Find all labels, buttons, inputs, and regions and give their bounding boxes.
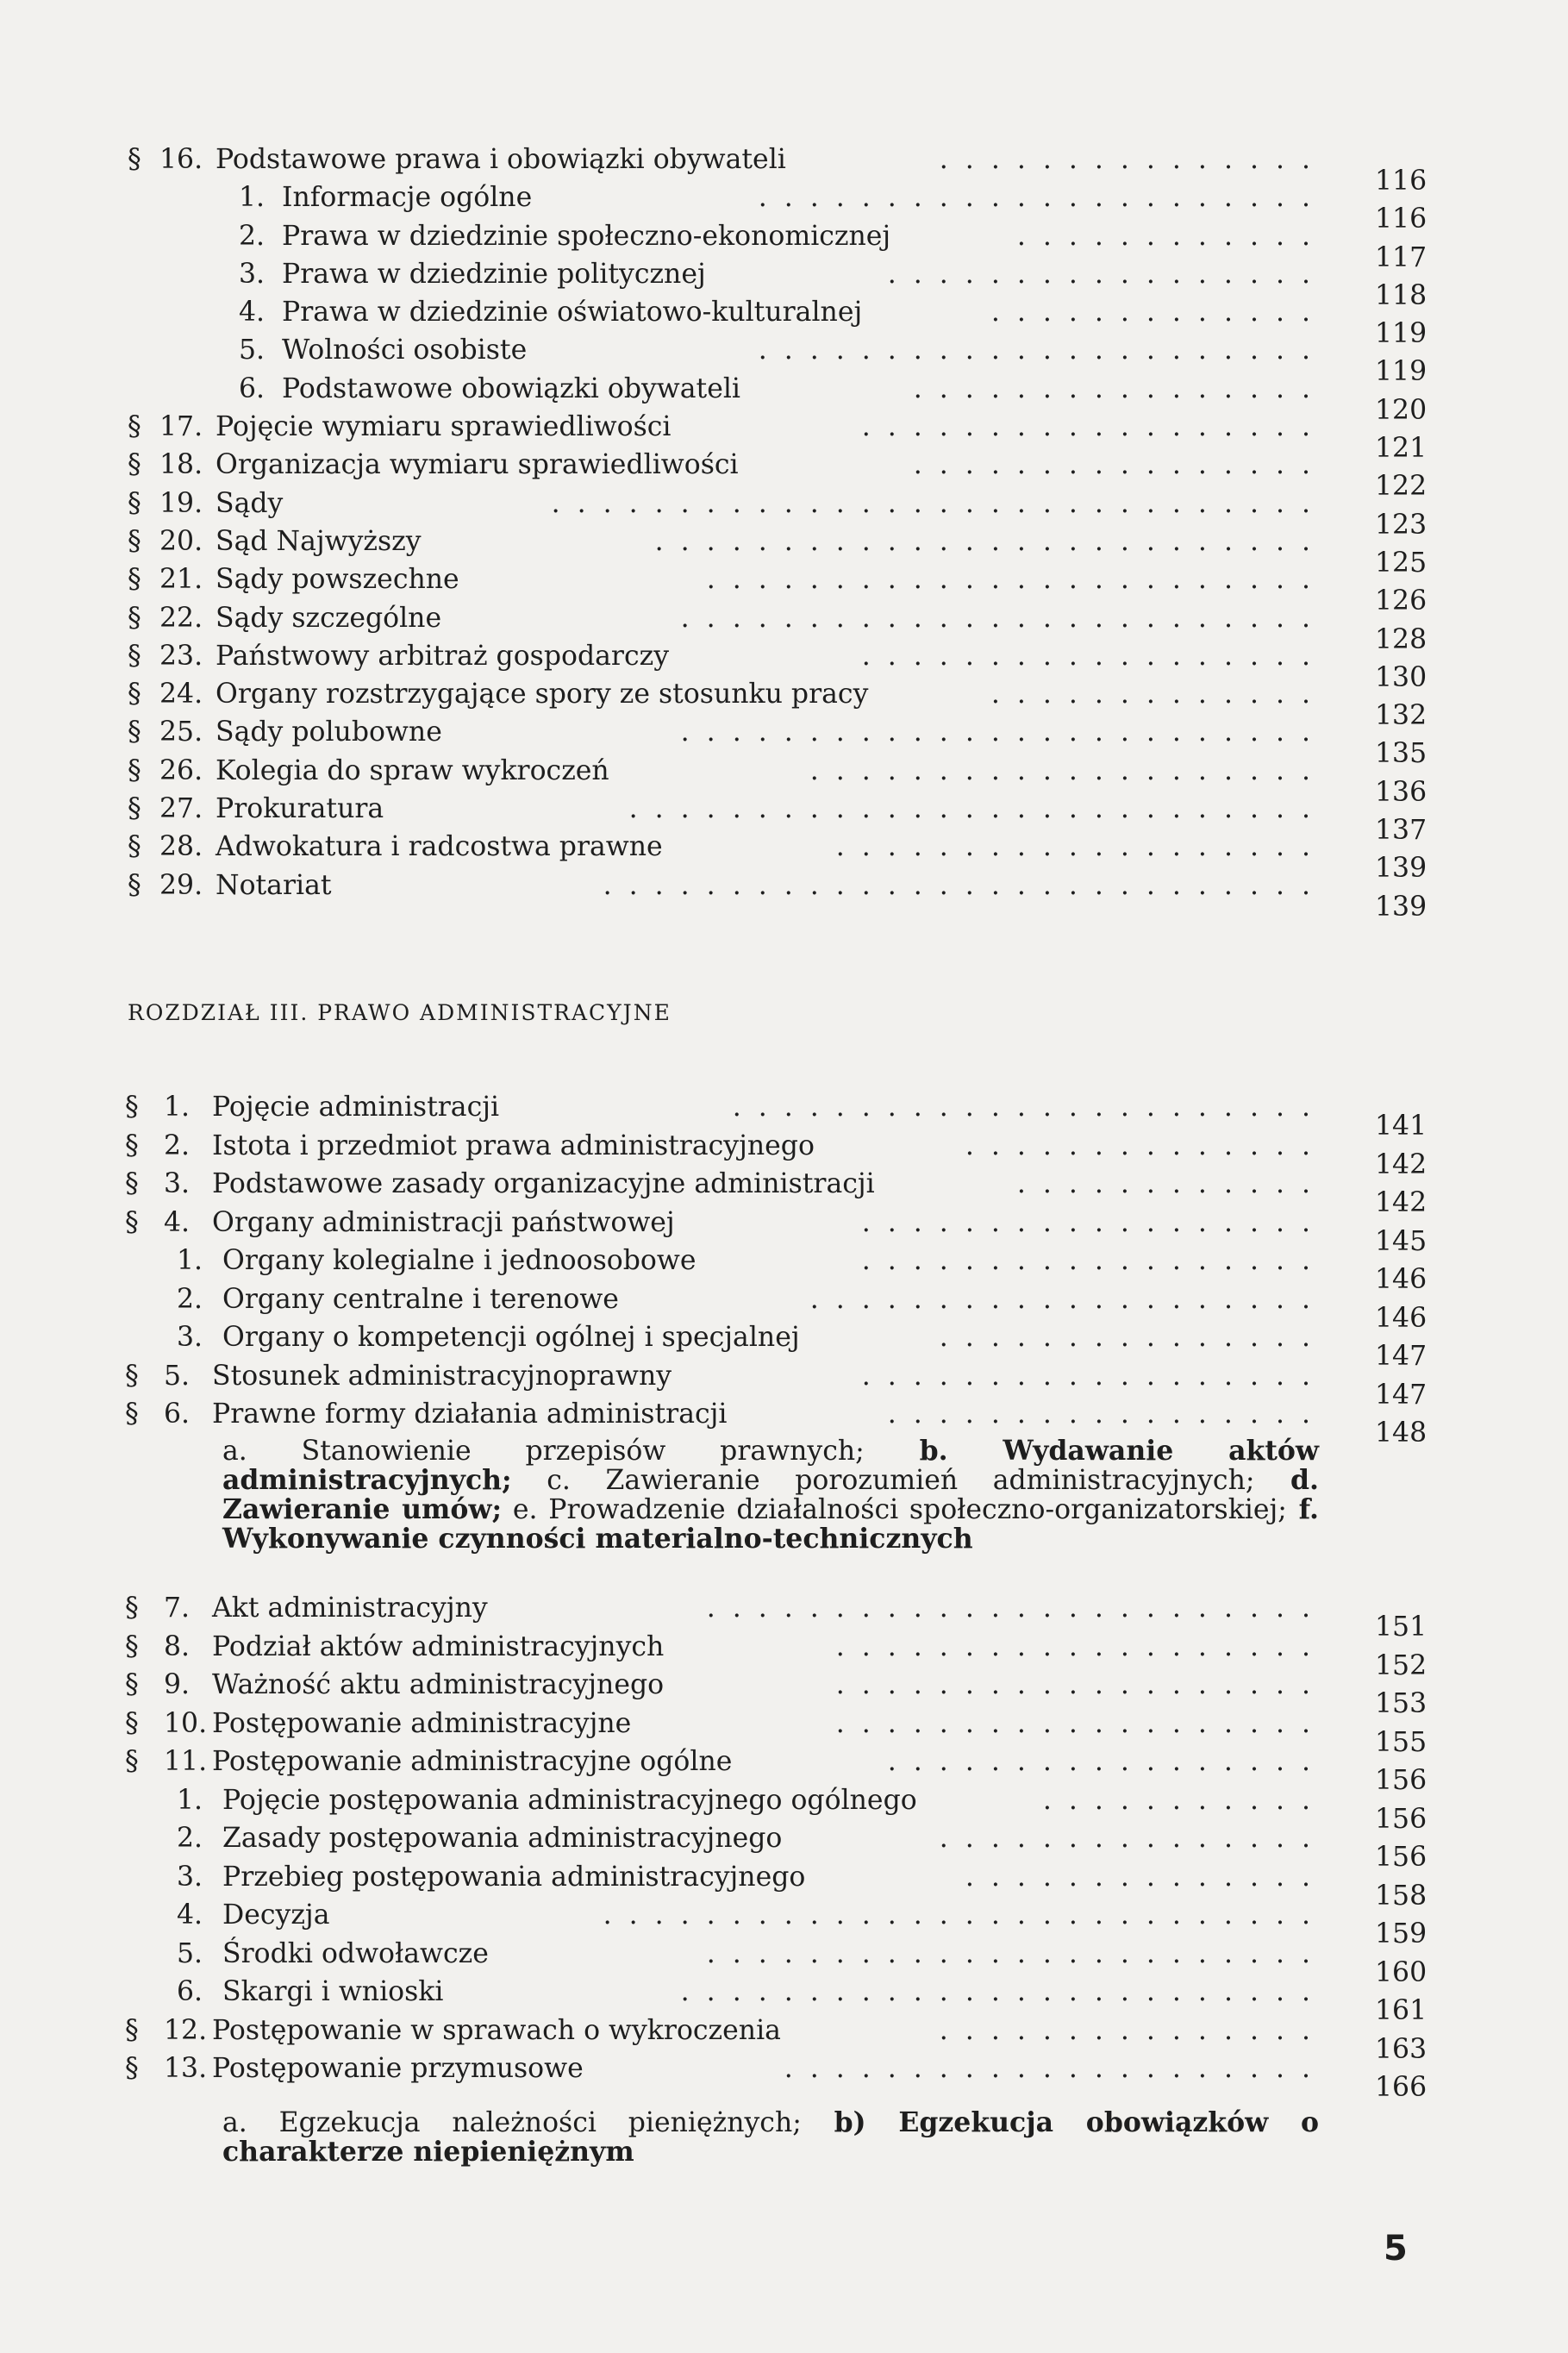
leader-dots: ....................: [809, 1283, 1327, 1315]
entry-page: 116: [1375, 166, 1427, 197]
entry-page: 142: [1375, 1187, 1427, 1218]
toc-entry: [0, 1165, 1568, 1218]
entry-number: 27.: [159, 793, 203, 825]
entry-page: 135: [1375, 738, 1427, 770]
entry-number: 12.: [164, 2014, 208, 2046]
entry-page: 125: [1375, 547, 1427, 579]
toc-chapter3-part1: [0, 1088, 1568, 1449]
entry-number: 5.: [177, 1937, 203, 1969]
entry-page: 121: [1375, 433, 1427, 465]
section-symbol: §: [128, 869, 141, 901]
entry-title: Postępowanie w sprawach o wykroczenia: [212, 2014, 781, 2046]
para-13-item-a: a. Egzekucja należności pieniężnych;: [222, 2107, 802, 2138]
toc-entry: [0, 217, 1568, 273]
entry-title: Skargi i wnioski: [222, 1976, 444, 2007]
leader-dots: ..............................: [551, 487, 1327, 519]
para-13-item-b: b) Egzekucja obowiązków o charakterze niepieniężnym: [222, 2106, 1319, 2168]
entry-number: 20.: [159, 525, 203, 557]
entry-number: 29.: [159, 869, 203, 901]
toc-entry: [0, 1743, 1568, 1796]
entry-page: 141: [1375, 1111, 1427, 1142]
entry-number: 7.: [164, 1593, 191, 1624]
entry-title: Adwokatura i radcostwa prawne: [216, 831, 663, 863]
entry-title: Organizacja wymiaru sprawiedliwości: [216, 449, 739, 481]
section-symbol: §: [128, 525, 141, 557]
leader-dots: ..................: [861, 640, 1327, 672]
entry-number: 6.: [177, 1976, 203, 2007]
page-number: 5: [1384, 2229, 1408, 2269]
entry-page: 159: [1375, 1918, 1427, 1949]
leader-dots: ......................: [758, 182, 1327, 214]
entry-page: 123: [1375, 509, 1427, 541]
leader-dots: ............: [1016, 1168, 1327, 1199]
entry-page: 122: [1375, 471, 1427, 503]
entry-number: 5.: [239, 335, 265, 366]
entry-title: Podstawowe obowiązki obywateli: [282, 372, 740, 404]
para-6-item-a: a. Stanowienie przepisów prawnych;: [222, 1436, 865, 1467]
toc-entry: [0, 1204, 1568, 1257]
entry-number: 24.: [159, 679, 203, 710]
section-symbol: §: [128, 754, 141, 786]
toc-entry: [0, 1589, 1568, 1643]
entry-title: Istota i przedmiot prawa administracyjnego: [212, 1130, 815, 1161]
section-symbol: §: [125, 2014, 139, 2046]
entry-number: 4.: [177, 1899, 203, 1931]
entry-number: 19.: [159, 487, 203, 519]
toc-entry: [0, 1896, 1568, 1949]
entry-page: 128: [1375, 623, 1427, 655]
toc-entry: [0, 599, 1568, 655]
entry-title: Informacje ogólne: [282, 182, 533, 214]
toc-entry: [0, 1127, 1568, 1180]
entry-number: 6.: [239, 372, 265, 404]
leader-dots: ...................: [835, 1630, 1327, 1662]
section-symbol: §: [128, 411, 141, 443]
toc-entry: [0, 1973, 1568, 2026]
entry-number: 9.: [164, 1669, 191, 1700]
entry-page: 152: [1375, 1649, 1427, 1681]
entry-title: Prawa w dziedzinie politycznej: [282, 258, 706, 290]
section-symbol: §: [128, 602, 141, 634]
entry-title: Organy centralne i terenowe: [222, 1283, 619, 1315]
leader-dots: ...................: [835, 1669, 1327, 1700]
toc-entry: [0, 1628, 1568, 1681]
toc-entry: [0, 637, 1568, 693]
entry-title: Podstawowe zasady organizacyjne administracji: [212, 1168, 875, 1199]
entry-number: 26.: [159, 754, 203, 786]
toc-entry: [0, 1858, 1568, 1912]
entry-title: Pojęcie wymiaru sprawiedliwości: [216, 411, 672, 443]
entry-page: 166: [1375, 2072, 1427, 2103]
leader-dots: ...................: [835, 831, 1327, 863]
toc-entry: [0, 1781, 1568, 1835]
entry-number: 8.: [164, 1630, 191, 1662]
entry-title: Sądy szczególne: [216, 602, 442, 634]
toc-entry: [0, 523, 1568, 579]
entry-title: Stosunek administracyjnoprawny: [212, 1360, 672, 1392]
section-symbol: §: [125, 1669, 139, 1700]
leader-dots: .................: [887, 258, 1327, 290]
entry-title: Akt administracyjny: [212, 1593, 488, 1624]
leader-dots: ...............: [939, 1823, 1327, 1854]
toc-entry: [0, 1318, 1568, 1372]
leader-dots: .........................: [680, 717, 1327, 748]
entry-title: Państwowy arbitraż gospodarczy: [216, 640, 670, 672]
para-6-item-f: f. Wykonywanie czynności materialno-technicznych: [222, 1493, 1319, 1555]
entry-number: 11.: [164, 1746, 208, 1777]
toc-entry: [0, 1705, 1568, 1758]
entry-title: Podstawowe prawa i obowiązki obywateli: [216, 144, 786, 175]
entry-title: Decyzja: [222, 1899, 330, 1931]
entry-page: 156: [1375, 1765, 1427, 1796]
leader-dots: ..................: [861, 411, 1327, 443]
leader-dots: ..............: [965, 1861, 1327, 1893]
entry-page: 119: [1375, 356, 1427, 388]
leader-dots: ........................: [706, 564, 1327, 596]
entry-number: 22.: [159, 602, 203, 634]
entry-page: 130: [1375, 661, 1427, 693]
toc-entry: [0, 2012, 1568, 2065]
entry-page: 156: [1375, 1842, 1427, 1873]
entry-title: Sąd Najwyższy: [216, 525, 422, 557]
para-6-item-e: e. Prowadzenie działalności społeczno-organizatorskiej;: [502, 1494, 1287, 1525]
section-symbol: §: [125, 1593, 139, 1624]
leader-dots: ...............: [939, 144, 1327, 175]
entry-number: 17.: [159, 411, 203, 443]
entry-page: 160: [1375, 1956, 1427, 1988]
entry-page: 156: [1375, 1803, 1427, 1835]
entry-title: Postępowanie przymusowe: [212, 2053, 584, 2084]
entry-number: 3.: [239, 258, 265, 290]
entry-page: 132: [1375, 700, 1427, 732]
toc-entry: [0, 1357, 1568, 1411]
entry-page: 158: [1375, 1880, 1427, 1912]
entry-page: 117: [1375, 241, 1427, 273]
toc-entry: [0, 675, 1568, 732]
section-symbol: §: [125, 1746, 139, 1777]
leader-dots: ............................: [603, 1899, 1327, 1931]
entry-number: 2.: [177, 1823, 203, 1854]
section-symbol: §: [128, 793, 141, 825]
toc-entry: [0, 1935, 1568, 1988]
section-symbol: §: [128, 717, 141, 748]
entry-page: 151: [1375, 1611, 1427, 1643]
toc-entry: [0, 1088, 1568, 1142]
entry-number: 3.: [177, 1861, 203, 1893]
leader-dots: .....................: [784, 2053, 1327, 2084]
leader-dots: .............: [990, 679, 1327, 710]
chapter3-heading: ROZDZIAŁ III. PRAWO ADMINISTRACYJNE: [128, 1000, 672, 1025]
entry-number: 2.: [164, 1130, 191, 1161]
toc-chapter2-tail: [0, 141, 1568, 923]
entry-number: 23.: [159, 640, 203, 672]
toc-entry: [0, 1666, 1568, 1719]
entry-page: 155: [1375, 1726, 1427, 1758]
leader-dots: ...................: [835, 1707, 1327, 1739]
para-6-item-c: c. Zawieranie porozumień administracyjnych;: [511, 1465, 1255, 1496]
entry-number: 3.: [177, 1322, 203, 1353]
leader-dots: ............................: [603, 869, 1327, 901]
entry-title: Środki odwoławcze: [222, 1937, 489, 1969]
entry-number: 1.: [177, 1245, 203, 1276]
leader-dots: ...............: [939, 2014, 1327, 2046]
entry-title: Zasady postępowania administracyjnego: [222, 1823, 783, 1854]
entry-title: Kolegia do spraw wykroczeń: [216, 754, 609, 786]
entry-page: 118: [1375, 279, 1427, 311]
leader-dots: ............: [1016, 220, 1327, 252]
section-symbol: §: [125, 1130, 139, 1161]
entry-title: Prawa w dziedzinie oświatowo-kulturalnej: [282, 297, 863, 329]
entry-number: 28.: [159, 831, 203, 863]
leader-dots: ................: [913, 449, 1327, 481]
entry-page: 146: [1375, 1302, 1427, 1334]
leader-dots: .................: [887, 1399, 1327, 1430]
toc-entry: [0, 2049, 1568, 2103]
leader-dots: .......................: [732, 1092, 1327, 1123]
section-symbol: §: [128, 564, 141, 596]
entry-page: 126: [1375, 585, 1427, 617]
entry-number: 25.: [159, 717, 203, 748]
entry-title: Ważność aktu administracyjnego: [212, 1669, 665, 1700]
entry-title: Organy administracji państwowej: [212, 1206, 675, 1238]
entry-page: 163: [1375, 2033, 1427, 2065]
entry-title: Postępowanie administracyjne ogólne: [212, 1746, 733, 1777]
entry-page: 139: [1375, 853, 1427, 885]
section-symbol: §: [125, 2053, 139, 2084]
toc-entry: [0, 1819, 1568, 1873]
entry-number: 16.: [159, 144, 203, 175]
entry-title: Notariat: [216, 869, 332, 901]
leader-dots: .........................: [680, 1976, 1327, 2007]
entry-page: 145: [1375, 1225, 1427, 1257]
entry-title: Przebieg postępowania administracyjnego: [222, 1861, 806, 1893]
leader-dots: ................: [913, 372, 1327, 404]
entry-number: 1.: [164, 1092, 191, 1123]
entry-number: 5.: [164, 1360, 191, 1392]
entry-title: Prawa w dziedzinie społeczno-ekonomicznej: [282, 220, 891, 252]
para-6-subitems: [222, 1436, 1319, 1554]
entry-title: Wolności osobiste: [282, 335, 528, 366]
entry-title: Prawne formy działania administracji: [212, 1399, 728, 1430]
leader-dots: ...........: [1042, 1784, 1327, 1816]
entry-title: Pojęcie postępowania administracyjnego ogólnego: [222, 1784, 917, 1816]
entry-number: 1.: [239, 182, 265, 214]
entry-page: 147: [1375, 1379, 1427, 1411]
section-symbol: §: [125, 1168, 139, 1199]
toc-chapter3-part2: [0, 1589, 1568, 2103]
section-symbol: §: [128, 449, 141, 481]
leader-dots: .............: [990, 297, 1327, 329]
entry-number: 2.: [239, 220, 265, 252]
entry-page: 153: [1375, 1688, 1427, 1719]
entry-number: 18.: [159, 449, 203, 481]
section-symbol: §: [125, 1206, 139, 1238]
entry-number: 21.: [159, 564, 203, 596]
toc-entry: [0, 560, 1568, 617]
section-symbol: §: [125, 1707, 139, 1739]
toc-entry: [0, 293, 1568, 350]
entry-page: 146: [1375, 1264, 1427, 1295]
entry-page: 120: [1375, 394, 1427, 426]
leader-dots: ..........................: [654, 525, 1327, 557]
toc-entry: [0, 370, 1568, 426]
entry-number: 6.: [164, 1399, 191, 1430]
entry-page: 119: [1375, 318, 1427, 350]
entry-title: Sądy powszechne: [216, 564, 459, 596]
leader-dots: ..................: [861, 1245, 1327, 1276]
toc-entry: [0, 255, 1568, 311]
section-symbol: §: [125, 1630, 139, 1662]
entry-number: 2.: [177, 1283, 203, 1315]
entry-page: 116: [1375, 203, 1427, 235]
entry-title: Organy rozstrzygające spory ze stosunku pracy: [216, 679, 869, 710]
para-6-item-b: b. Wydawanie aktów administracyjnych;: [222, 1435, 1319, 1496]
entry-page: 136: [1375, 776, 1427, 808]
entry-page: 161: [1375, 1995, 1427, 2026]
leader-dots: ........................: [706, 1593, 1327, 1624]
leader-dots: ..............: [965, 1130, 1327, 1161]
entry-number: 1.: [177, 1784, 203, 1816]
entry-number: 13.: [164, 2053, 208, 2084]
toc-entry: [0, 1280, 1568, 1334]
section-symbol: §: [125, 1092, 139, 1123]
section-symbol: §: [128, 831, 141, 863]
leader-dots: ....................: [809, 754, 1327, 786]
toc-entry: [0, 178, 1568, 235]
toc-entry: [0, 752, 1568, 808]
entry-title: Sądy polubowne: [216, 717, 442, 748]
section-symbol: §: [125, 1399, 139, 1430]
section-symbol: §: [125, 1360, 139, 1392]
entry-number: 4.: [164, 1206, 191, 1238]
leader-dots: ...............: [939, 1322, 1327, 1353]
entry-page: 142: [1375, 1148, 1427, 1180]
leader-dots: ...........................: [628, 793, 1327, 825]
entry-title: Prokuratura: [216, 793, 384, 825]
leader-dots: ......................: [758, 335, 1327, 366]
para-6-item-d: d. Zawieranie umów;: [222, 1464, 1319, 1525]
leader-dots: ........................: [706, 1937, 1327, 1969]
leader-dots: .........................: [680, 602, 1327, 634]
toc-entry: [0, 1395, 1568, 1449]
toc-entry: [0, 1242, 1568, 1295]
section-symbol: §: [128, 640, 141, 672]
toc-entry: [0, 867, 1568, 923]
section-symbol: §: [128, 144, 141, 175]
section-symbol: §: [128, 487, 141, 519]
para-13-subitems: [222, 2108, 1319, 2167]
entry-number: 3.: [164, 1168, 191, 1199]
leader-dots: ..................: [861, 1206, 1327, 1238]
entry-title: Sądy: [216, 487, 284, 519]
toc-entry: [0, 141, 1568, 197]
section-symbol: §: [128, 679, 141, 710]
entry-page: 147: [1375, 1341, 1427, 1372]
leader-dots: ..................: [861, 1360, 1327, 1392]
entry-title: Podział aktów administracyjnych: [212, 1630, 665, 1662]
entry-page: 148: [1375, 1417, 1427, 1449]
entry-page: 139: [1375, 891, 1427, 923]
entry-title: Pojęcie administracji: [212, 1092, 500, 1123]
leader-dots: .................: [887, 1746, 1327, 1777]
entry-number: 10.: [164, 1707, 208, 1739]
entry-title: Postępowanie administracyjne: [212, 1707, 632, 1739]
entry-number: 4.: [239, 297, 265, 329]
entry-page: 137: [1375, 815, 1427, 847]
entry-title: Organy o kompetencji ogólnej i specjalnej: [222, 1322, 800, 1353]
entry-title: Organy kolegialne i jednoosobowe: [222, 1245, 697, 1276]
